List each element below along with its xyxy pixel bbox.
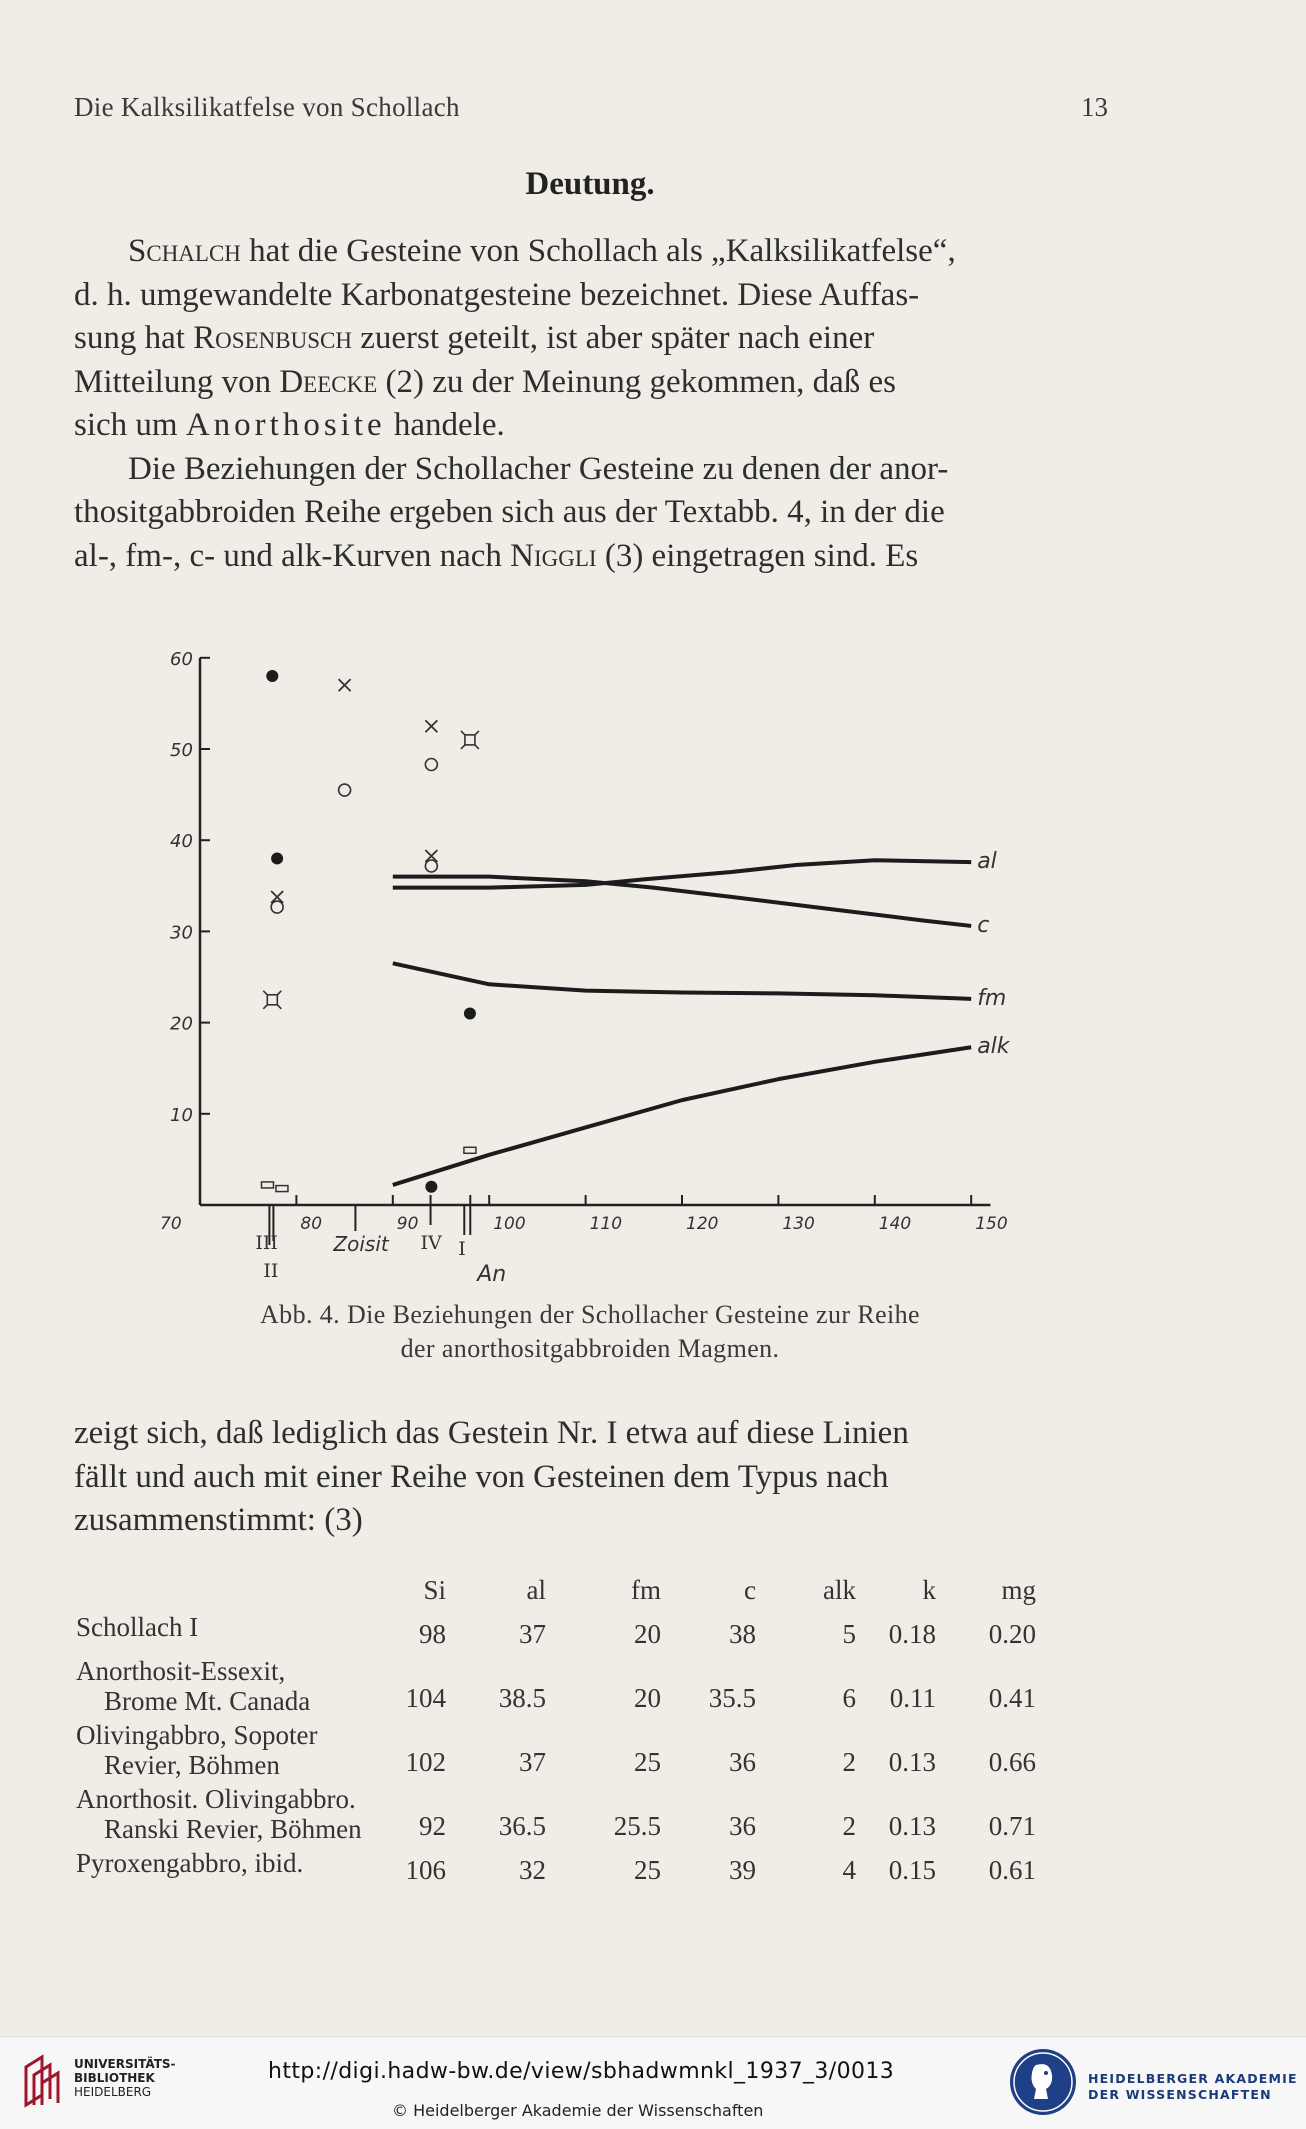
table-cell: 0.18	[888, 1619, 936, 1649]
table-cell: 5	[842, 1619, 856, 1649]
figure-chart	[160, 618, 1010, 1290]
marker-cross	[339, 679, 351, 691]
table-header-row	[76, 1568, 1116, 1612]
annotation-label: I	[458, 1238, 466, 1260]
library-name-line: BIBLIOTHEK	[74, 2071, 155, 2085]
table-row	[76, 1612, 1116, 1656]
author-name: Schalch	[128, 233, 241, 269]
series-label-fm: fm	[977, 985, 1007, 1011]
marker-square	[464, 1147, 476, 1153]
academy-seal-icon	[1006, 2045, 1080, 2119]
paragraph-line: zusammenstimmt: (3)	[74, 1502, 363, 1538]
author-name: Deecke	[279, 363, 378, 400]
marker-dot	[271, 852, 283, 864]
section-title: Deutung.	[525, 166, 655, 202]
text-run: hat die Gesteine von Schollach als „Kalksilikatfelse“,	[240, 233, 956, 269]
table-cell: 98	[419, 1619, 446, 1649]
paragraph-line	[74, 404, 1108, 448]
marker-quad-corners	[263, 991, 281, 1009]
table-header-cell: al	[526, 1575, 546, 1605]
table-cell: 38	[729, 1619, 756, 1649]
rock-name	[76, 1848, 303, 1878]
library-logo	[20, 2053, 176, 2113]
series-label-alk: alk	[977, 1034, 1010, 1060]
table-cell: 38.5	[498, 1683, 546, 1713]
table-cell: 106	[405, 1855, 446, 1885]
author-name: Niggli	[510, 537, 597, 574]
series-label-c: c	[977, 912, 990, 938]
x-tick-label: 70	[160, 1214, 182, 1234]
text-run: Mitteilung von	[74, 363, 280, 400]
figure-caption-line-2: der anorthositgabbroiden Magmen.	[400, 1334, 780, 1363]
table-cell: 39	[729, 1855, 756, 1885]
x-tick-label: 100	[493, 1214, 526, 1234]
paragraph-2	[74, 1412, 1108, 1543]
page-number: 13	[1081, 92, 1108, 122]
x-tick-label: 140	[878, 1214, 912, 1234]
table-cell: 104	[405, 1683, 446, 1713]
table-header-cell: alk	[823, 1575, 856, 1605]
paragraph-line	[74, 230, 1108, 274]
x-tick-label: 80	[300, 1214, 323, 1234]
rock-name-line: Ranski Revier, Böhmen	[104, 1814, 362, 1844]
rock-name	[76, 1784, 362, 1844]
annotation-label: II	[263, 1260, 279, 1282]
text-run: sung hat	[74, 320, 194, 356]
y-tick-label: 20	[170, 1013, 193, 1035]
library-name-line: HEIDELBERG	[74, 2085, 152, 2099]
y-tick-label: 50	[170, 740, 193, 761]
x-tick-label: 90	[396, 1214, 419, 1234]
rock-name-line: Brome Mt. Canada	[104, 1686, 311, 1716]
table-row	[76, 1720, 1116, 1784]
table-header-cell: Si	[423, 1575, 446, 1605]
marker-dot	[464, 1007, 476, 1019]
table-cell: 25	[634, 1855, 661, 1885]
rock-name	[76, 1720, 317, 1780]
text-run: thositgabbroiden Reihe ergeben sich aus der Textabb. 4, in der die	[74, 494, 945, 530]
annotation-label: IV	[420, 1232, 442, 1254]
text-run: al-, fm-, c- und alk-Kurven nach	[74, 537, 511, 574]
paragraph-line	[74, 491, 1108, 535]
table-cell: 2	[842, 1811, 856, 1841]
series-line-alk	[393, 1047, 971, 1185]
series-line-fm	[393, 963, 971, 999]
author-name: Rosenbusch	[193, 320, 352, 356]
marker-dot	[425, 1181, 437, 1193]
table-cell: 25.5	[613, 1811, 661, 1841]
y-tick-label: 10	[170, 1104, 193, 1126]
table-cell: 0.13	[888, 1747, 936, 1777]
x-tick-label: 150	[975, 1214, 1008, 1234]
paragraph-line: zeigt sich, daß lediglich das Gestein Nr. I etwa auf diese Linien	[74, 1415, 909, 1451]
table-cell: 37	[519, 1747, 546, 1777]
table-cell: 6	[842, 1683, 856, 1713]
table-cell: 0.13	[888, 1811, 936, 1841]
marker-cross	[425, 720, 437, 732]
paragraph-line	[74, 535, 1108, 579]
table-header-cell: mg	[1001, 1575, 1036, 1605]
paragraph-line	[74, 361, 1108, 405]
table-header-cell: fm	[631, 1575, 661, 1605]
paragraph-line: fällt und auch mit einer Reihe von Gesteinen dem Typus nach	[74, 1458, 889, 1495]
composition-table	[76, 1568, 1116, 1892]
figure-caption-line-1: Abb. 4. Die Beziehungen der Schollacher Gesteine zur Reihe	[260, 1300, 920, 1329]
academy-logo	[1006, 2045, 1298, 2123]
y-tick-label: 30	[170, 922, 193, 944]
table-cell: 35.5	[708, 1683, 756, 1713]
table-cell: 36.5	[498, 1811, 546, 1841]
annotation-label: An	[477, 1262, 507, 1287]
x-tick-label: 110	[589, 1214, 623, 1234]
footer-bar	[0, 2036, 1306, 2129]
marker-circle	[271, 901, 283, 913]
marker-quad	[465, 735, 475, 745]
table-header-cell: k	[922, 1575, 936, 1605]
table-cell: 36	[729, 1811, 756, 1841]
chart-svg	[160, 618, 1010, 1290]
y-tick-label: 40	[170, 831, 193, 853]
series-label-al: al	[977, 849, 997, 875]
table-cell: 2	[842, 1747, 856, 1777]
table-cell: 0.41	[988, 1683, 1036, 1713]
table-row	[76, 1656, 1116, 1720]
annotation-label: III	[255, 1232, 278, 1254]
table-cell: 0.20	[988, 1619, 1036, 1649]
table-cell: 0.61	[988, 1855, 1036, 1885]
text-run: (3) eingetragen sind. Es	[596, 537, 919, 574]
table-cell: 102	[405, 1747, 446, 1777]
x-tick-label: 120	[686, 1214, 719, 1234]
rock-name	[76, 1612, 198, 1642]
text-run: zuerst geteilt, ist aber später nach einer	[351, 320, 875, 356]
paragraph-line	[74, 317, 1108, 361]
table-cell: 0.66	[988, 1747, 1036, 1777]
running-header-title: Die Kalksilikatfelse von Schollach	[74, 92, 460, 122]
academy-name-line: DER WISSENSCHAFTEN	[1088, 2087, 1272, 2102]
paragraph-1	[74, 230, 1108, 578]
paragraph-line	[74, 448, 1108, 492]
rock-name-line: Anorthosit-Essexit,	[76, 1656, 286, 1686]
library-emblem-icon	[20, 2053, 68, 2109]
text-run: Die Beziehungen der Schollacher Gesteine zu denen der anor-	[128, 450, 949, 487]
rock-name-line: Schollach I	[76, 1612, 199, 1642]
table-cell: 20	[634, 1619, 661, 1649]
marker-quad-corners	[461, 731, 479, 749]
rock-name	[76, 1656, 310, 1716]
rock-name-line: Anorthosit. Olivingabbro.	[76, 1784, 356, 1814]
table-cell: 37	[519, 1619, 546, 1649]
marker-square	[276, 1186, 288, 1192]
annotation-label: Zoisit	[333, 1232, 389, 1256]
table-cell: 4	[842, 1855, 856, 1885]
marker-quad	[267, 995, 277, 1005]
text-run: handele.	[385, 407, 505, 443]
table-header-cell: c	[744, 1575, 756, 1605]
table-cell: 36	[729, 1747, 756, 1777]
marker-circle	[425, 860, 437, 872]
marker-circle	[425, 759, 437, 771]
source-url-link[interactable]: http://digi.hadw-bw.de/view/sbhadwmnkl_1937_3/0013	[268, 2059, 895, 2084]
rock-name-line: Olivingabbro, Sopoter	[76, 1720, 318, 1750]
table-cell: 0.71	[988, 1811, 1036, 1841]
table-row	[76, 1848, 1116, 1892]
paragraph-line	[74, 274, 1108, 318]
library-name-line: UNIVERSITÄTS-	[74, 2057, 176, 2071]
table-cell: 0.11	[889, 1683, 936, 1713]
series-line-al	[393, 860, 971, 887]
text-run: d. h. umgewandelte Karbonatgesteine bezeichnet. Diese Auffas-	[74, 276, 920, 313]
table-cell: 25	[634, 1747, 661, 1777]
table-cell: 0.15	[888, 1855, 936, 1885]
emphasized-term: Anorthosite	[185, 407, 386, 443]
text-run: (2) zu der Meinung gekommen, daß es	[377, 363, 896, 400]
marker-dot	[266, 670, 278, 682]
rock-name-line: Revier, Böhmen	[104, 1750, 280, 1780]
copyright-notice: © Heidelberger Akademie der Wissenschaften	[392, 2101, 764, 2120]
table-row	[76, 1784, 1116, 1848]
text-run: sich um	[74, 407, 186, 443]
table-cell: 20	[634, 1683, 661, 1713]
table-cell: 92	[419, 1811, 446, 1841]
y-tick-label: 60	[170, 648, 193, 670]
marker-circle	[339, 784, 351, 796]
series-line-c	[393, 877, 971, 926]
academy-name-line: HEIDELBERGER AKADEMIE	[1088, 2071, 1298, 2086]
x-tick-label: 130	[782, 1214, 815, 1234]
rock-name-line: Pyroxengabbro, ibid.	[76, 1848, 304, 1878]
marker-square	[261, 1182, 273, 1188]
table-cell: 32	[519, 1855, 546, 1885]
